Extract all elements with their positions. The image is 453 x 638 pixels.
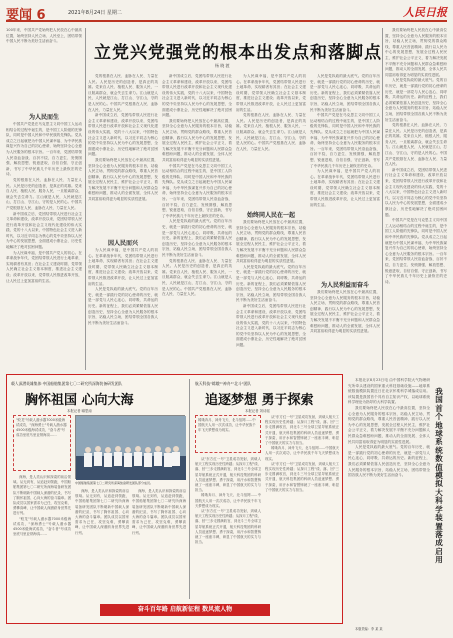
column-6-text [385,28,447,370]
left-quote: "蛟龙"号载人潜水器7000米级海试成功，"深海勇士"号载人潜水器4500米级海试成功，"奋斗者"号成功坐底马里亚纳海沟…… [13,415,71,471]
left-body-2 [75,489,129,601]
paragraph: 深海，是人类认识和探索的前沿领域。从无到有，从追赶到领跑，中国船舶集团第七〇二研究所深海装备研发团队不断刷新中国载人深潜的纪录，书写了胸怀祖国、心向大海的奋斗篇章。团队成员以国家需求为己任，攻坚克难，勇攀高峰，让中国载人深潜跻身世界先进行列。 [132,489,186,535]
left-body-3 [132,489,186,601]
left-kicker: 载人深潜英雄集体·中国船舶集团第七〇二研究所深海装备研发团队 [11,381,123,386]
paragraph: 党的根基在人民、血脉在人民、力量在人民。人民是历史的创造者，是真正的英雄。党来自人民、植根人民、服务人民，一旦脱离群众，就会失去生命力。江山就是人民，人民就是江山，打江山、守江山，守的是人民的心。中国共产党根基在人民、血脉在人民、力量在人民。 [385,123,447,167]
left-body-1 [13,475,71,601]
paragraph: 我们要始终把人民放在心中最高位置，坚持全心全意为人民服务的根本宗旨，站稳人民立场，贯彻党的群众路线，尊重人民首创精神，践行以人民为中心的发展思想，发展全过程人民民主，维护社会公平正义，着力解决发展不平衡不充分问题和人民群众急难愁盼问题，推动人的全面发展、全体人民共同富裕取得更为明显的实质性进展。 [385,28,447,77]
paragraph: 党的根基在人民、血脉在人民、力量在人民。人民是历史的创造者，是真正的英雄。党来自人民、植根人民、服务人民，一旦脱离群众，就会失去生命力。江山就是人民，人民就是江山，打江山、守江山，守的是人民的心。中国共产党根基在人民、血脉在人民、力量在人民。 [6,177,82,210]
right-byline: 本报记者 刘诗瑶 [245,409,270,413]
masthead [6,4,447,22]
paragraph: 嫦娥奔月、神舟飞天、北斗组网……中国航天人用一次次成功，让中华民族千年飞天梦想成为现实。 [195,493,261,508]
paragraph: 新中国成立后，党团结带领人民进行社会主义革命和建设，改革开放以来，党团结带领人民进行改革开放和社会主义现代化建设的伟大实践，党的十八大以来，中国特色社会主义进入新时代，以习近平同志为核心的党中央坚持以人民为中心的发展思想，全面建成小康社会，历史性地解决了绝对贫困问题。 [88,113,158,157]
column-5b-text [310,290,380,370]
paragraph: 为人民谋幸福，是中国共产党人的初心。在革命战争年代，党团结带领人民进行土地革命，实现耕者有其田；在社会主义建设时期，党带领人民确立社会主义基本制度，推进社会主义建设；改革开放以来，党带领人民推进改革开放，让人民过上更加富裕的生活。 [310,169,380,207]
paragraph: 人民是党执政的最大底气。党的百年历史，就是一部践行党的初心使命的历史，就是一部党与人民心连心、同呼吸、共命运的历史。新的征程上，我们必须紧紧依靠人民创造历史，坚持全心全意为人民服务的根本宗旨，站稳人民立场，团结带领全国各族人民不断为美好生活而奋斗。 [310,74,380,112]
column-rule [85,28,86,370]
paragraph: 嫦娥奔月、神舟飞天、北斗组网……中国航天人用一次次成功，让中华民族千年飞天梦想成为现实。 [265,446,339,461]
paragraph: 人民是党执政的最大底气。党的百年历史，就是一部践行党的初心使命的历史，就是一部党与人民心连心、同呼吸、共命运的历史。新的征程上，我们必须紧紧依靠人民创造历史，坚持全心全意为人民服务的根本宗旨，站稳人民立场，团结带领全国各族人民不断为美好生活而奋斗。 [88,287,158,325]
column-4a-text [236,74,306,208]
paragraph: 中国共产党是在马克思主义同中国工人运动相结合的过程中诞生的，是中国工人阶级的先锋队，同时是中国人民和中华民族的先锋队。党从成立之日起就把为中国人民谋幸福、为中华民族谋复兴作为自己的初心使命，始终坚持全心全意为人民服务的根本宗旨。一百年来，党团结带领人民浴血奋战、百折不挠，自力更生、发愤图强，解放思想、锐意进取，自信自强、守正创新，书写了中华民族几千年历史上最恢宏的史诗。 [310,113,380,168]
paper-logo: 人民日报 [403,6,447,19]
column-4b-text [236,220,306,370]
special-section [6,374,343,624]
column-rule [382,28,383,370]
paragraph: 新中国成立后，党团结带领人民进行社会主义革命和建设，改革开放以来，党团结带领人民进行改革开放和社会主义现代化建设的伟大实践，党的十八大以来，中国特色社会主义进入新时代，以习近平同志为核心的党中央坚持以人民为中心的发展思想，全面建成小康社会，历史性地解决了绝对贫困问题。 [385,167,447,217]
subhead-2: 因人民而兴 [107,240,138,247]
article-intro: 100年来，中国共产党始终把人民放在心中最高位置，始终坚持人民立场、人民至上，团结带领中国人民不断为美好生活而奋斗。 [6,28,82,44]
subhead-3: 始终同人民在一起 [246,212,295,219]
paragraph: 我们要始终把人民放在心中最高位置，坚持全心全意为人民服务的根本宗旨，站稳人民立场，贯彻党的群众路线，尊重人民首创精神，践行以人民为中心的发展思想，发展全过程人民民主，维护社会公平正义，着力解决发展不平衡不充分问题和人民群众急难愁盼问题，推动人的全面发展、全体人民共同富裕取得更为明显的实质性进展。 [162,118,232,162]
paragraph: 我们要始终把人民放在心中最高位置，坚持全心全意为人民服务的根本宗旨，站稳人民立场，贯彻党的群众路线，尊重人民首创精神，践行以人民为中心的发展思想，发展全过程人民民主，维护社会公平正义，着力解决发展不平衡不充分问题和人民群众急难愁盼问题，推动人的全面发展、全体人民共同富裕取得更为明显的实质性进展。 [88,157,158,202]
paragraph: 从"东方红一号"卫星成功发射，到载人航天工程实现历史性跨越；从探月工程"绕、落、回"三步走圆满收官，到北斗三号全球卫星导航系统正式开通，航天科技集团的科研人员追逐梦想、勇于探索，用汗水和智慧铸就了一座座丰碑，彰显了中国航天的实力与担当。 [195,509,261,545]
left-byline: 本报记者 喻思南 [67,409,92,413]
paragraph: 从"东方红一号"卫星成功发射，到载人航天工程实现历史性跨越；从探月工程"绕、落、回"三步走圆满收官，到北斗三号全球卫星导航系统正式开通，航天科技集团的科研人员追逐梦想、勇于探索，用汗水和智慧铸就了一座座丰碑，彰显了中国航天的实力与担当。 [265,415,339,446]
paragraph: 党的根基在人民、血脉在人民、力量在人民。人民是历史的创造者，是真正的英雄。党来自人民、植根人民、服务人民，一旦脱离群众，就会失去生命力。江山就是人民，人民就是江山，打江山、守江山，守的是人民的心。中国共产党根基在人民、血脉在人民、力量在人民。 [162,258,232,297]
issue-date: 2021年8月24日 星期二 [68,10,122,16]
right-body-2 [265,415,339,601]
page-footer: 本版责编：李 某 某 [355,627,383,631]
paragraph: 人民是党执政的最大底气。党的百年历史，就是一部践行党的初心使命的历史，就是一部党与人民心连心、同呼吸、共命运的历史。新的征程上，我们必须紧紧依靠人民创造历史，坚持全心全意为人民服务的根本宗旨，站稳人民立场，团结带领全国各族人民不断为美好生活而奋斗。 [162,219,232,257]
team-photo-image [76,416,186,480]
left-title: 胸怀祖国 心向大海 [25,393,134,408]
paragraph: 中国共产党是在马克思主义同中国工人运动相结合的过程中诞生的，是中国工人阶级的先锋队，同时是中国人民和中华民族的先锋队。党从成立之日起就把为中国人民谋幸福、为中华民族谋复兴作为自己的初心使命，始终坚持全心全意为人民服务的根本宗旨。一百年来，党团结带领人民浴血奋战、百折不挠，自力更生、发愤图强，解放思想、锐意进取，自信自强、守正创新，书写了中华民族几千年历史上最恢宏的史诗。 [385,218,447,284]
column-1-text [6,122,82,370]
column-3-text [162,74,232,370]
paragraph: 为人民谋幸福，是中国共产党人的初心。在革命战争年代，党团结带领人民进行土地革命，实现耕者有其田；在社会主义建设时期，党带领人民确立社会主义基本制度，推进社会主义建设；改革开放以来，党带领人民推进改革开放，让人民过上更加富裕的生活。 [236,74,306,112]
photo-caption: 中国船舶集团第七〇二研究所深海装备研发团队部分成员。 [75,481,154,485]
paragraph: 人民是党执政的最大底气。党的百年历史，就是一部践行党的初心使命的历史，就是一部党与人民心连心、同呼吸、共命运的历史。新的征程上，我们必须紧紧依靠人民创造历史，坚持全心全意为人民服务的根本宗旨，站稳人民立场，团结带领全国各族人民不断为美好生活而奋斗。 [236,264,306,303]
column-2-text [88,74,158,234]
paragraph: 深海，是人类认识和探索的前沿领域。从无到有，从追赶到领跑，中国船舶集团第七〇二研究所深海装备研发团队不断刷新中国载人深潜的纪录，书写了胸怀祖国、心向大海的奋斗篇章。团队成员以国家需求为己任，攻坚克难，勇攀高峰，让中国载人深潜跻身世界先进行列。 [75,489,129,535]
column-2b-text [88,248,158,370]
paragraph: 为人民谋幸福，是中国共产党人的初心。在革命战争年代，党团结带领人民进行土地革命，实现耕者有其田；在社会主义建设时期，党带领人民确立社会主义基本制度，推进社会主义建设；改革开放以来，党带领人民推进改革开放，让人民过上更加富裕的生活。 [6,250,82,283]
paragraph: 人民是党执政的最大底气。党的百年历史，就是一部践行党的初心使命的历史，就是一部党与人民心连心、同呼吸、共命运的历史。新的征程上，我们必须紧紧依靠人民创造历史，坚持全心全意为人民服务的根本宗旨，站稳人民立场，团结带领全国各族人民不断为美好生活而奋斗。 [385,78,447,122]
paragraph: "蛟龙"号载人潜水器7000米级海试成功，"深海勇士"号载人潜水器4500米级海试成功，"奋斗者"号成功坐底马里亚纳海沟…… [13,516,71,537]
paragraph: 新中国成立后，党团结带领人民进行社会主义革命和建设，改革开放以来，党团结带领人民进行改革开放和社会主义现代化建设的伟大实践，党的十八大以来，中国特色社会主义进入新时代，以习近平同志为核心的党中央坚持以人民为中心的发展思想，全面建成小康社会，历史性地解决了绝对贫困问题。 [6,211,82,250]
paragraph: 深海，是人类认识和探索的前沿领域。从无到有，从追赶到领跑，中国船舶集团第七〇二研究所深海装备研发团队不断刷新中国载人深潜的纪录，书写了胸怀祖国、心向大海的奋斗篇章。团队成员以国家需求为己任，攻坚克难，勇攀高峰，让中国载人深潜跻身世界先进行列。 [13,475,71,516]
paragraph: 我们要始终把人民放在心中最高位置，坚持全心全意为人民服务的根本宗旨，站稳人民立场，贯彻党的群众路线，尊重人民首创精神，践行以人民为中心的发展思想，发展全过程人民民主，维护社会公平正义，着力解决发展不平衡不充分问题和人民群众急难愁盼问题，推动人的全面发展、全体人民共同富裕取得更为明显的实质性进展。 [236,220,306,264]
section-label: 要闻 6 [6,8,46,23]
column-5-text [310,74,380,278]
subhead-1: 为人民而生 [28,114,59,121]
paragraph: 新中国成立后，党团结带领人民进行社会主义革命和建设，改革开放以来，党团结带领人民进行改革开放和社会主义现代化建设的伟大实践，党的十八大以来，中国特色社会主义进入新时代，以习近平同志为核心的党中央坚持以人民为中心的发展思想，全面建成小康社会，历史性地解决了绝对贫困问题。 [236,303,306,348]
right-title: 追逐梦想 勇于探索 [205,393,314,408]
right-body-1 [195,457,261,601]
subhead-4: 为人民利益而奋斗 [320,282,369,289]
article-title: 立党兴党强党的根本出发点和落脚点 [94,43,382,63]
paragraph: 本报北京8月23日电 由中国科学院大气物理研究所牵头建设的国家重大科技基础设施——地球系统数值模拟装置近日在北京怀柔科学城落成启用。该装置是我国首个具有自主知识产权、以地球系统科学理论为指导的大科学装置。 [348,378,430,405]
paragraph: 党的根基在人民、血脉在人民、力量在人民。人民是历史的创造者，是真正的英雄。党来自人民、植根人民、服务人民，一旦脱离群众，就会失去生命力。江山就是人民，人民就是江山，打江山、守江山，守的是人民的心。中国共产党根基在人民、血脉在人民、力量在人民。 [236,113,306,151]
paragraph: 人民是党执政的最大底气。党的百年历史，就是一部践行党的初心使命的历史，就是一部党与人民心连心、同呼吸、共命运的历史。新的征程上，我们必须紧紧依靠人民创造历史，坚持全心全意为人民服务的根本宗旨，站稳人民立场，团结带领全国各族人民不断为美好生活而奋斗。 [348,445,430,478]
right-quote: 嫦娥奔月、神舟飞天、北斗组网……中国航天人用一次次成功，让中华民族千年飞天梦想成为现实。 [195,415,261,453]
paragraph: 为人民谋幸福，是中国共产党人的初心。在革命战争年代，党团结带领人民进行土地革命，实现耕者有其田；在社会主义建设时期，党带领人民确立社会主义基本制度，推进社会主义建设；改革开放以来，党带领人民推进改革开放，让人民过上更加富裕的生活。 [88,248,158,286]
paragraph: 我们要始终把人民放在心中最高位置，坚持全心全意为人民服务的根本宗旨，站稳人民立场，贯彻党的群众路线，尊重人民首创精神，践行以人民为中心的发展思想，发展全过程人民民主，维护社会公平正义，着力解决发展不平衡不充分问题和人民群众急难愁盼问题，推动人的全面发展、全体人民共同富裕取得更为明显的实质性进展。 [348,405,430,444]
special-banner: 奋斗百年路 启航新征程 数风流人物 [100,604,270,616]
paragraph: 从"东方红一号"卫星成功发射，到载人航天工程实现历史性跨越；从探月工程"绕、落、回"三步走圆满收官，到北斗三号全球卫星导航系统正式开通，航天科技集团的科研人员追逐梦想、勇于探索，用汗水和智慧铸就了一座座丰碑，彰显了中国航天的实力与担当。 [265,461,339,492]
article-byline: 杨 晓 渡 [215,63,230,68]
paragraph: 中国共产党是在马克思主义同中国工人运动相结合的过程中诞生的，是中国工人阶级的先锋队，同时是中国人民和中华民族的先锋队。党从成立之日起就把为中国人民谋幸福、为中华民族谋复兴作为自己的初心使命，始终坚持全心全意为人民服务的根本宗旨。一百年来，党团结带领人民浴血奋战、百折不挠，自力更生、发愤图强，解放思想、锐意进取，自信自强、守正创新，书写了中华民族几千年历史上最恢宏的史诗。 [162,163,232,218]
side-news-body [348,378,430,622]
right-kicker: 航天科技"嫦娥""神舟""北斗"团队 [195,381,252,386]
paragraph: 我们要始终把人民放在心中最高位置，坚持全心全意为人民服务的根本宗旨，站稳人民立场，贯彻党的群众路线，尊重人民首创精神，践行以人民为中心的发展思想，发展全过程人民民主，维护社会公平正义，着力解决发展不平衡不充分问题和人民群众急难愁盼问题，推动人的全面发展、全体人民共同富裕取得更为明显的实质性进展。 [310,290,380,334]
side-news-title: 我国首个地球系统数值模拟大科学装置落成启用 [435,387,443,565]
paragraph: 新中国成立后，党团结带领人民进行社会主义革命和建设，改革开放以来，党团结带领人民进行改革开放和社会主义现代化建设的伟大实践，党的十八大以来，中国特色社会主义进入新时代，以习近平同志为核心的党中央坚持以人民为中心的发展思想，全面建成小康社会，历史性地解决了绝对贫困问题。 [162,74,232,118]
team-photo [75,415,185,479]
paragraph: 从"东方红一号"卫星成功发射，到载人航天工程实现历史性跨越；从探月工程"绕、落、回"三步走圆满收官，到北斗三号全球卫星导航系统正式开通，航天科技集团的科研人员追逐梦想、勇于探索，用汗水和智慧铸就了一座座丰碑，彰显了中国航天的实力与担当。 [195,457,261,493]
panel-divider [189,379,190,599]
paragraph: 党的根基在人民、血脉在人民、力量在人民。人民是历史的创造者，是真正的英雄。党来自人民、植根人民、服务人民，一旦脱离群众，就会失去生命力。江山就是人民，人民就是江山，打江山、守江山，守的是人民的心。中国共产党根基在人民、血脉在人民、力量在人民。 [88,74,158,112]
paragraph: 中国共产党是在马克思主义同中国工人运动相结合的过程中诞生的，是中国工人阶级的先锋队，同时是中国人民和中华民族的先锋队。党从成立之日起就把为中国人民谋幸福、为中华民族谋复兴作为自己的初心使命，始终坚持全心全意为人民服务的根本宗旨。一百年来，党团结带领人民浴血奋战、百折不挠，自力更生、发愤图强，解放思想、锐意进取，自信自强、守正创新，书写了中华民族几千年历史上最恢宏的史诗。 [6,122,82,177]
